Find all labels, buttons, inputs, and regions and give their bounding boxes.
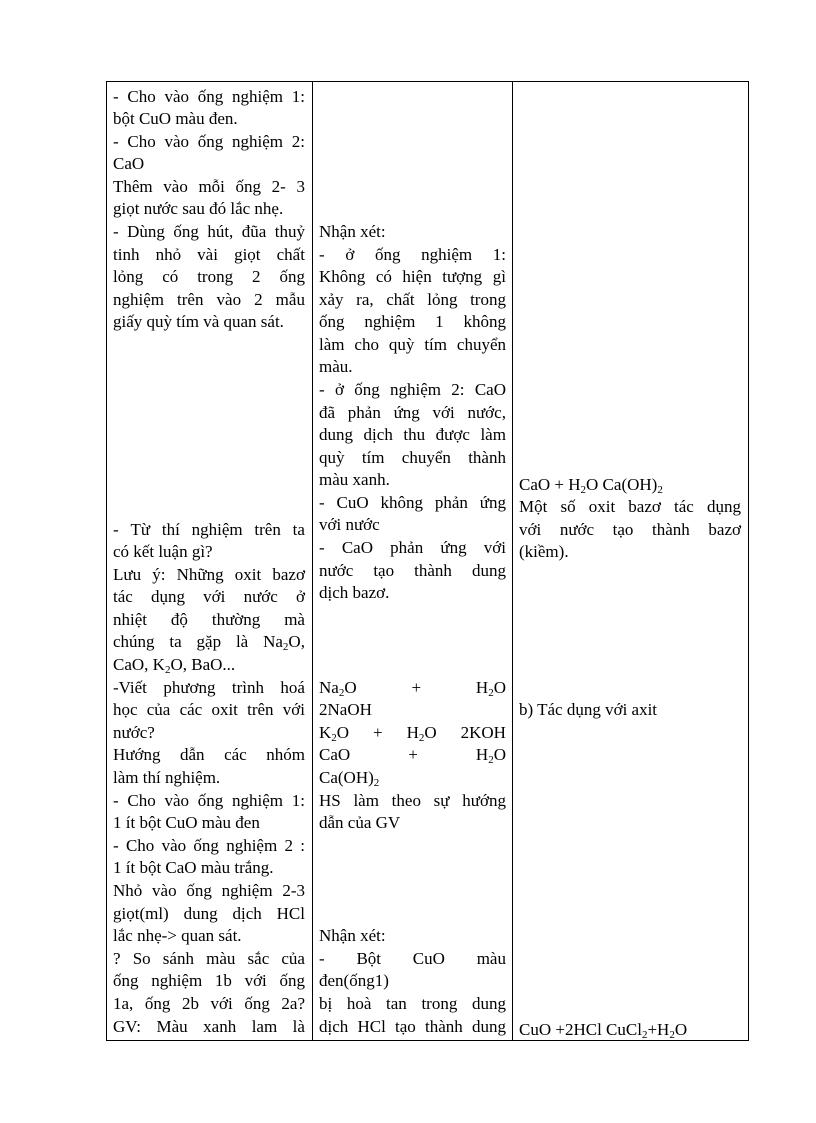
col1-text-line: giấy quỳ tím và quan sát. [113, 312, 284, 331]
col1-text-line: CaO, $K_2O$, BaO... [113, 655, 236, 676]
col1-text-line: lỏng có trong 2 ống [113, 267, 305, 286]
col1-text-line: học của các oxit trên với [113, 700, 305, 719]
col1-text-line: làm thí nghiệm. [113, 768, 221, 787]
col1-text-line: Nhỏ vào ống nghiệm 2-3 [113, 881, 305, 900]
col3-text-line: (kiềm). [519, 542, 569, 561]
col2-text-line: xảy ra, chất lỏng trong [319, 290, 506, 309]
col2-text-line: đen(ống1) [319, 971, 389, 990]
col2-text-line: - Bột CuO màu [319, 949, 506, 968]
col1-text-line: giọt nước sau đó lắc nhẹ. [113, 199, 284, 218]
col2-text-line: Không có hiện tượng gì [319, 267, 506, 286]
col1-text-line: có kết luận gì? [113, 542, 213, 561]
column-divider-1 [312, 82, 313, 1040]
col1-text-line: Lưu ý: Những oxit bazơ [113, 565, 305, 584]
col1-text-line: nước? [113, 723, 155, 742]
col3-text-line: b) Tác dụng với axit [519, 700, 658, 719]
col1-text-line: ? So sánh màu sắc của [113, 949, 305, 968]
col2-text-line: dẫn của GV [319, 813, 401, 832]
col1-text-line: nghiệm trên vào 2 mẫu [113, 290, 305, 309]
col2-text-line: $Ca(OH)_2$ [319, 768, 380, 789]
col2-text-line: 2NaOH [319, 700, 372, 719]
col1-text-line: Thêm vào mỗi ống 2- 3 [113, 177, 305, 196]
col1-text-line: giọt(ml) dung dịch HCl [113, 904, 305, 923]
col1-text-line: - Cho vào ống nghiệm 2 : [113, 836, 305, 855]
col1-text-line: - Dùng ống hút, đũa thuỷ [113, 222, 305, 241]
col2-text-line: quỳ tím chuyển thành [319, 448, 506, 467]
col1-text-line: 1a, ống 2b với ống 2a? [113, 994, 305, 1013]
col1-text-line: - Cho vào ống nghiệm 1: [113, 87, 305, 106]
col1-text-line: chúng ta gặp là $Na_2O$, [113, 632, 305, 653]
col2-text-line: Nhận xét: [319, 222, 386, 241]
col2-text-line: $K_2O$ + $H_2O$ 2KOH [319, 723, 506, 744]
col1-text-line: -Viết phương trình hoá [113, 678, 305, 697]
col1-text-line: Hướng dẫn các nhóm [113, 745, 305, 764]
student-activity-column [319, 82, 506, 1040]
col1-text-line: nhiệt độ thường mà [113, 610, 305, 629]
lesson-table [106, 81, 749, 1041]
col1-text-line: ống nghiệm 1b với ống [113, 971, 305, 990]
col2-text-line: HS làm theo sự hướng [319, 791, 506, 810]
col1-text-line: - Cho vào ống nghiệm 1: [113, 791, 305, 810]
col2-text-line: làm cho quỳ tím chuyển [319, 335, 506, 354]
col2-text-line: dịch HCl tạo thành dung [319, 1017, 506, 1036]
column-divider-2 [512, 82, 513, 1040]
col2-text-line: Nhận xét: [319, 926, 386, 945]
col2-text-line: - ở ống nghiệm 1: [319, 245, 506, 264]
col2-text-line: với nước [319, 515, 380, 534]
col2-text-line: màu xanh. [319, 470, 390, 489]
col2-text-line: - CuO không phản ứng [319, 493, 506, 512]
col3-text-line: Một số oxit bazơ tác dụng [519, 497, 741, 516]
col1-text-line: bột CuO màu đen. [113, 109, 238, 128]
col2-text-line: dịch bazơ. [319, 583, 390, 602]
col2-text-line: dung dịch thu được làm [319, 425, 506, 444]
col3-text-line: CuO +2HCl $CuCl_2+H_2O$ [519, 1020, 688, 1041]
col1-text-line: - Cho vào ống nghiệm 2: [113, 132, 305, 151]
teacher-activity-column [113, 82, 305, 1040]
col1-text-line: tác dụng với nước ở [113, 587, 305, 606]
col1-text-line: - Từ thí nghiệm trên ta [113, 520, 305, 539]
col1-text-line: 1 ít bột CaO màu trắng. [113, 858, 274, 877]
content-column [519, 82, 741, 1040]
col1-text-line: 1 ít bột CuO màu đen [113, 813, 260, 832]
col2-text-line: - ở ống nghiệm 2: CaO [319, 380, 506, 399]
col2-text-line: $Na_2O$ + $H_2O$ [319, 678, 506, 699]
col2-text-line: bị hoà tan trong dung [319, 994, 506, 1013]
col3-text-line: CaO + $H_2O$ $Ca(OH)_2$ [519, 475, 663, 496]
col1-text-line: lắc nhẹ-> quan sát. [113, 926, 242, 945]
col2-text-line: nước tạo thành dung [319, 561, 506, 580]
col1-text-line: CaO [113, 154, 145, 173]
col2-text-line: màu. [319, 357, 353, 376]
col2-text-line: đã phản ứng với nước, [319, 403, 506, 422]
col1-text-line: GV: Màu xanh lam là [113, 1017, 305, 1036]
col3-text-line: với nước tạo thành bazơ [519, 520, 741, 539]
col1-text-line: tinh nhỏ vài giọt chất [113, 245, 305, 264]
col2-text-line: - CaO phản ứng với [319, 538, 506, 557]
col2-text-line: CaO + $H_2O$ [319, 745, 506, 766]
col2-text-line: ống nghiệm 1 không [319, 312, 506, 331]
